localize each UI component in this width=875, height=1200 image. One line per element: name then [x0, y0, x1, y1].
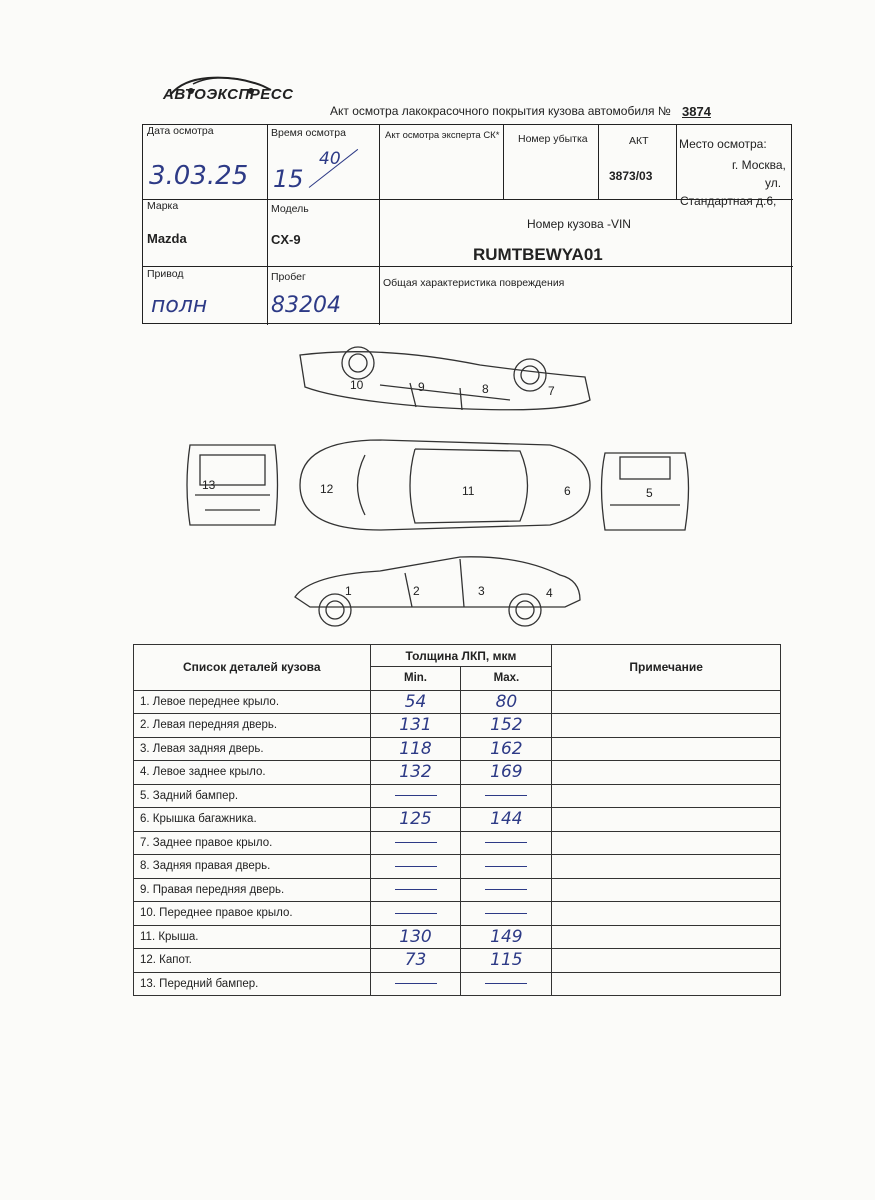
- place-city: г. Москва,: [732, 158, 786, 172]
- drive-value[interactable]: полн: [151, 293, 208, 318]
- part-name: 5. Задний бампер.: [134, 784, 371, 808]
- empty-dash: [485, 842, 527, 843]
- col-max-header: Max.: [461, 667, 552, 691]
- mileage-label: Пробег: [271, 271, 306, 283]
- expert-act-label: Акт осмотра эксперта СК*: [385, 130, 500, 141]
- table-row: [134, 878, 781, 902]
- part-name: 9. Правая передняя дверь.: [134, 878, 371, 902]
- damage-label: Общая характеристика повреждения: [383, 277, 565, 289]
- time-hour[interactable]: 15: [273, 165, 304, 193]
- note-cell[interactable]: [552, 808, 781, 832]
- zone-number-3: 3: [478, 584, 485, 598]
- table-row: [134, 808, 781, 832]
- note-cell[interactable]: [552, 972, 781, 996]
- loss-number-label: Номер убытка: [518, 133, 588, 145]
- note-cell[interactable]: [552, 737, 781, 761]
- col-thickness-header: Толщина ЛКП, мкм: [370, 645, 552, 667]
- note-cell[interactable]: [552, 831, 781, 855]
- make-value: Mazda: [147, 231, 187, 246]
- zone-number-10: 10: [350, 378, 364, 392]
- thickness-max[interactable]: 80: [461, 690, 552, 714]
- vin-label: Номер кузова -VIN: [527, 217, 631, 231]
- part-name: 13. Передний бампер.: [134, 972, 371, 996]
- empty-dash: [485, 913, 527, 914]
- empty-dash: [485, 866, 527, 867]
- empty-dash: [485, 889, 527, 890]
- note-cell[interactable]: [552, 714, 781, 738]
- thickness-min[interactable]: [370, 855, 461, 879]
- note-cell[interactable]: [552, 925, 781, 949]
- make-label: Марка: [147, 200, 179, 212]
- thickness-max[interactable]: [461, 784, 552, 808]
- table-row: [134, 902, 781, 926]
- thickness-max[interactable]: [461, 902, 552, 926]
- empty-dash: [395, 889, 437, 890]
- place-street-prefix: ул.: [765, 176, 782, 190]
- thickness-min[interactable]: 73: [370, 949, 461, 973]
- note-cell[interactable]: [552, 690, 781, 714]
- zone-number-2: 2: [413, 584, 420, 598]
- zone-number-9: 9: [418, 380, 425, 394]
- thickness-min[interactable]: 130: [370, 925, 461, 949]
- empty-dash: [395, 983, 437, 984]
- part-name: 12. Капот.: [134, 949, 371, 973]
- place-label: Место осмотра:: [679, 137, 767, 151]
- note-cell[interactable]: [552, 949, 781, 973]
- document-title: Акт осмотра лакокрасочного покрытия кузова автомобиля №: [330, 104, 671, 118]
- time-minutes[interactable]: 40: [319, 149, 341, 169]
- note-cell[interactable]: [552, 761, 781, 785]
- empty-dash: [395, 866, 437, 867]
- thickness-max[interactable]: [461, 878, 552, 902]
- document-number: 3874: [682, 104, 711, 119]
- act-label: АКТ: [629, 135, 649, 147]
- part-name: 3. Левая задняя дверь.: [134, 737, 371, 761]
- date-value[interactable]: 3.03.25: [149, 161, 249, 191]
- place-street: Стандартная д.6,: [680, 194, 777, 208]
- thickness-max[interactable]: [461, 972, 552, 996]
- model-label: Модель: [271, 203, 309, 215]
- part-name: 10. Переднее правое крыло.: [134, 902, 371, 926]
- thickness-min[interactable]: 125: [370, 808, 461, 832]
- thickness-min[interactable]: [370, 784, 461, 808]
- table-row: [134, 714, 781, 738]
- part-name: 8. Задняя правая дверь.: [134, 855, 371, 879]
- paint-thickness-table: [133, 644, 781, 996]
- note-cell[interactable]: [552, 878, 781, 902]
- table-row: [134, 949, 781, 973]
- empty-dash: [485, 983, 527, 984]
- note-cell[interactable]: [552, 784, 781, 808]
- thickness-min[interactable]: 118: [370, 737, 461, 761]
- thickness-max[interactable]: 162: [461, 737, 552, 761]
- empty-dash: [395, 842, 437, 843]
- zone-number-8: 8: [482, 382, 489, 396]
- thickness-min[interactable]: [370, 878, 461, 902]
- empty-dash: [395, 913, 437, 914]
- table-row: [134, 831, 781, 855]
- col-note-header: Примечание: [552, 645, 781, 691]
- note-cell[interactable]: [552, 902, 781, 926]
- logo-text: АВТОЭКСПРЕСС: [163, 86, 294, 103]
- drive-label: Привод: [147, 268, 184, 280]
- table-row: [134, 737, 781, 761]
- right-side-view-outline: [300, 352, 590, 410]
- vin-value: RUMTBEWYA01: [473, 245, 603, 264]
- thickness-max[interactable]: 144: [461, 808, 552, 832]
- table-row: [134, 855, 781, 879]
- table-row: [134, 972, 781, 996]
- zone-number-6: 6: [564, 484, 571, 498]
- date-label: Дата осмотра: [147, 125, 214, 137]
- thickness-max[interactable]: 152: [461, 714, 552, 738]
- empty-dash: [395, 795, 437, 796]
- thickness-max[interactable]: 149: [461, 925, 552, 949]
- thickness-min[interactable]: [370, 831, 461, 855]
- table-row: [134, 690, 781, 714]
- zone-number-13: 13: [202, 478, 216, 492]
- part-name: 2. Левая передняя дверь.: [134, 714, 371, 738]
- zone-number-12: 12: [320, 482, 334, 496]
- inspection-info-grid: [142, 124, 792, 324]
- note-cell[interactable]: [552, 855, 781, 879]
- time-label: Время осмотра: [271, 127, 346, 139]
- table-row: [134, 784, 781, 808]
- zone-number-4: 4: [546, 586, 553, 600]
- zone-number-7: 7: [548, 384, 555, 398]
- table-row: [134, 925, 781, 949]
- mileage-value[interactable]: 83204: [271, 293, 341, 318]
- zone-number-11: 11: [462, 484, 475, 498]
- model-value: CX-9: [271, 232, 301, 247]
- col-parts-header: Список деталей кузова: [134, 645, 371, 691]
- thickness-min[interactable]: 132: [370, 761, 461, 785]
- zone-number-5: 5: [646, 486, 653, 500]
- top-view-outline: [300, 440, 590, 530]
- col-min-header: Min.: [370, 667, 461, 691]
- part-name: 6. Крышка багажника.: [134, 808, 371, 832]
- car-body-diagram: [180, 345, 700, 640]
- thickness-max[interactable]: 169: [461, 761, 552, 785]
- part-name: 11. Крыша.: [134, 925, 371, 949]
- part-name: 4. Левое заднее крыло.: [134, 761, 371, 785]
- part-name: 1. Левое переднее крыло.: [134, 690, 371, 714]
- thickness-min[interactable]: [370, 902, 461, 926]
- thickness-max[interactable]: 115: [461, 949, 552, 973]
- rear-view-outline: [602, 453, 689, 530]
- act-value: 3873/03: [609, 169, 653, 183]
- thickness-min[interactable]: 54: [370, 690, 461, 714]
- thickness-min[interactable]: 131: [370, 714, 461, 738]
- part-name: 7. Заднее правое крыло.: [134, 831, 371, 855]
- empty-dash: [485, 795, 527, 796]
- table-row: [134, 761, 781, 785]
- thickness-min[interactable]: [370, 972, 461, 996]
- thickness-max[interactable]: [461, 831, 552, 855]
- zone-number-1: 1: [345, 584, 352, 598]
- thickness-max[interactable]: [461, 855, 552, 879]
